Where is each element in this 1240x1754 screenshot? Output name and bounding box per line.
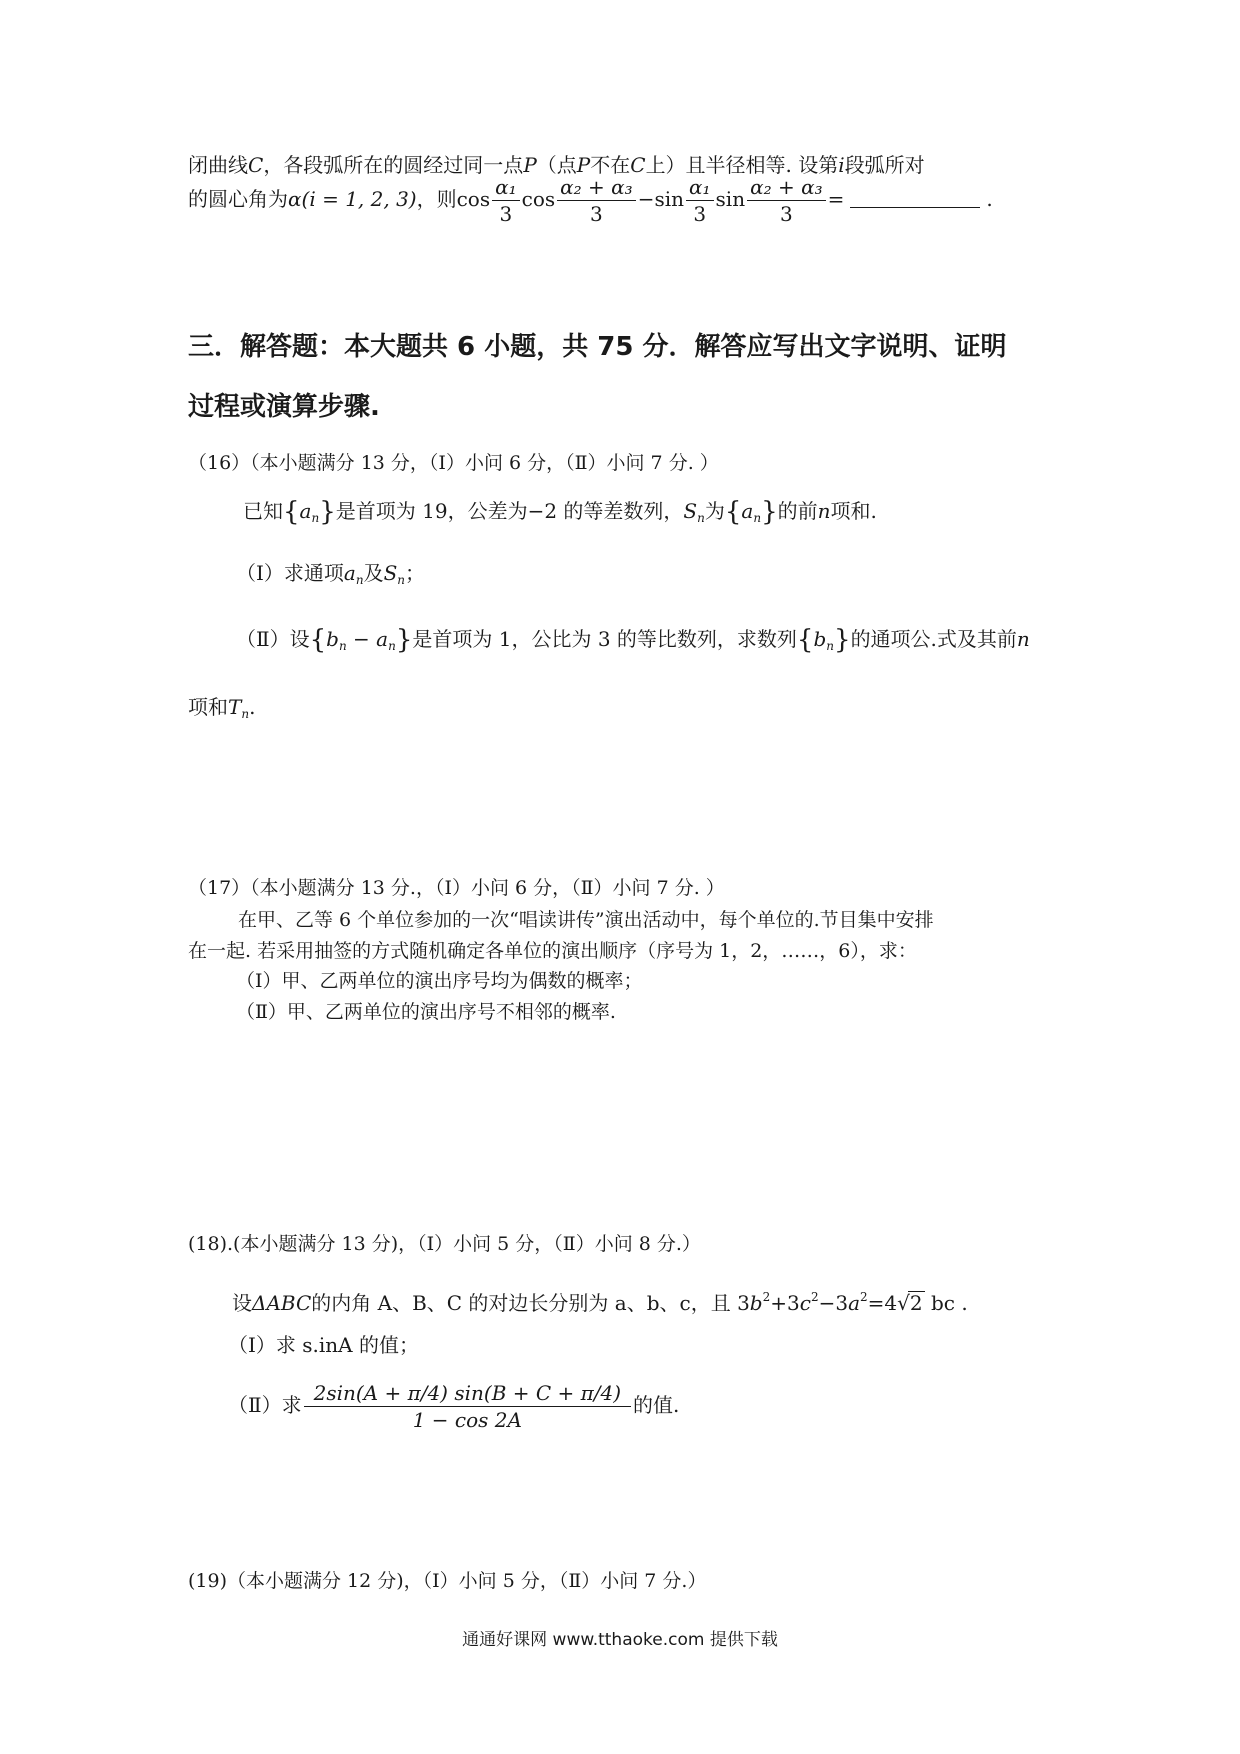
fraction: $\frac{2\sin(A + \pi/4) \sin(B + C + \pi/4)}{1 - \cos 2A}$ — [304, 1380, 631, 1433]
q17-header: （17）（本小题满分 13 分.，（Ⅰ）小问 6 分，（Ⅱ）小问 7 分. ） — [188, 877, 725, 899]
q17-line-1: 在甲、乙等 6 个单位参加的一次“唱读讲传”演出活动中，每个单位的.节目集中安排 — [238, 909, 934, 931]
section-heading: 三．解答题：本大题共 6 小题，共 75 分．解答应写出文字说明、证明 — [188, 332, 1007, 362]
q18-statement: 设ΔABC的内角 A、B、C 的对边长分别为 a、b、c，且 $3b^2+3c^2-3a^2=4√2$ bc . — [232, 1290, 968, 1315]
q16-part-2: （Ⅱ）设$\{b_n - a_n\}$是首项为 1，公比为 3 的等比数列，求数列$\{b_n\}$的通项公.式及其前n — [236, 625, 1030, 655]
q17-line-2: 在一起. 若采用抽签的方式随机确定各单位的演出顺序（序号为 1，2，……，6），求： — [188, 940, 917, 962]
q19-header: (19)（本小题满分 12 分)，（Ⅰ）小问 5 分，（Ⅱ）小问 7 分.） — [188, 1570, 707, 1592]
q15-line-2: 的圆心角为α(i = 1, 2, 3)，则cos $\frac{\text{α₁}}{3}$ cos $\frac{\text{α₂ + α₃}}{3}$ −sin $\frac{\text{α₁}}{3}$ sin $\frac{\text{α₂ + α₃}}{3}$ = . — [188, 175, 993, 226]
q16-header: （16）（本小题满分 13 分，（Ⅰ）小问 6 分，（Ⅱ）小问 7 分. ） — [188, 452, 719, 474]
answer-blank — [850, 185, 980, 208]
q18-part-1: （Ⅰ）求 s.inA 的值； — [228, 1333, 419, 1357]
section-heading-line-2: 过程或演算步骤. — [188, 392, 380, 422]
q17-line-3: （Ⅰ）甲、乙两单位的演出序号均为偶数的概率； — [236, 970, 643, 992]
q16-part-2-cont: 项和$T_n$. — [188, 695, 256, 721]
fraction: $\frac{\text{α₂ + α₃}}{3}$ — [557, 174, 636, 227]
q15-line-1: 闭曲线C，各段弧所在的圆经过同一点P（点P不在C上）且半径相等. 设第i段弧所对 — [188, 153, 925, 177]
fraction: $\frac{\text{α₁}}{3}$ — [686, 174, 714, 227]
page-footer: 通通好课网 www.tthaoke.com 提供下载 — [462, 1630, 778, 1650]
q18-part-2: （Ⅱ）求 $\frac{2\sin(A + \pi/4) \sin(B + C + \pi/4)}{1 - \cos 2A}$ 的值. — [228, 1381, 680, 1432]
q17-line-4: （Ⅱ）甲、乙两单位的演出序号不相邻的概率. — [236, 1001, 616, 1023]
q18-header: (18).(本小题满分 13 分)，（Ⅰ）小问 5 分，（Ⅱ）小问 8 分.） — [188, 1233, 701, 1255]
q16-part-1: （Ⅰ）求通项$a_n$及$S_n$； — [236, 561, 426, 587]
q16-statement: 已知$\{a_n\}$是首项为 19，公差为−2 的等差数列，$S_n$为$\{a_n\}$的前n项和. — [243, 497, 877, 527]
fraction: $\frac{\text{α₂ + α₃}}{3}$ — [747, 174, 826, 227]
fraction: $\frac{\text{α₁}}{3}$ — [492, 174, 520, 227]
